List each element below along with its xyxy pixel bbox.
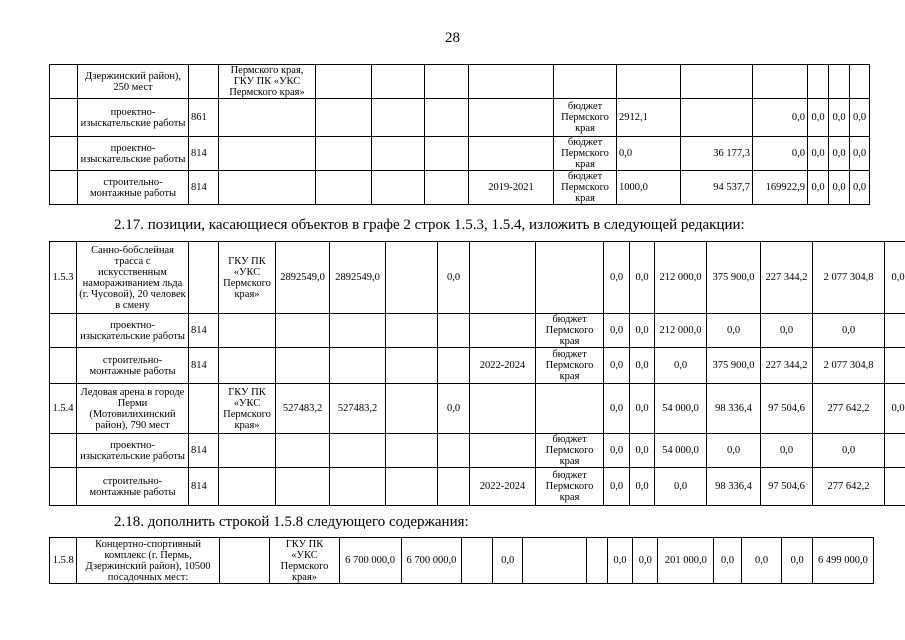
table-cell: 0,0 xyxy=(617,137,681,171)
table-cell: 0,0 xyxy=(753,99,808,137)
table-cell xyxy=(425,137,469,171)
table-cell xyxy=(219,314,276,348)
table-cell: 0,0 xyxy=(604,348,630,384)
table-cell xyxy=(50,137,78,171)
table-cell xyxy=(681,65,753,99)
table-row xyxy=(50,468,905,506)
table-cell xyxy=(438,314,470,348)
table-cell: бюджет Пермского края xyxy=(536,314,604,348)
table-cell: бюджет Пермского края xyxy=(536,468,604,506)
table-cell: 0,0 xyxy=(808,99,829,137)
page-number: 28 xyxy=(445,30,460,46)
table-cell xyxy=(276,468,330,506)
table-row xyxy=(50,348,905,384)
table-cell: 0,0 xyxy=(630,314,655,348)
table-cell xyxy=(189,65,219,99)
table-cell: 0,0 xyxy=(850,171,870,205)
table-cell: ГКУ ПК «УКС Пермского края» xyxy=(270,538,339,584)
table-cell: 0,0 xyxy=(885,242,905,314)
table-cell xyxy=(523,538,587,584)
table-cell xyxy=(425,171,469,205)
table-cell xyxy=(554,65,617,99)
table-cell: 6 700 000,0 xyxy=(339,538,401,584)
table-cell xyxy=(219,434,276,468)
table-cell: 36 177,3 xyxy=(681,137,753,171)
table-cell xyxy=(372,99,425,137)
table-cell xyxy=(219,468,276,506)
table-cell: 277 642,2 xyxy=(813,468,885,506)
table-cell xyxy=(469,99,554,137)
table-cell: 0,0 xyxy=(655,348,707,384)
table-cell: 0,0 xyxy=(829,137,850,171)
table-cell: 0,0 xyxy=(604,468,630,506)
table-cell xyxy=(536,242,604,314)
table-cell xyxy=(50,99,78,137)
table-cell xyxy=(469,65,554,99)
table-cell xyxy=(316,99,372,137)
table-cell xyxy=(386,242,438,314)
table-cell: 227 344,2 xyxy=(761,242,813,314)
table-cell: 0,0 xyxy=(885,384,905,434)
table-cell xyxy=(587,538,607,584)
table-cell: 527483,2 xyxy=(276,384,330,434)
table-cell xyxy=(219,171,316,205)
paragraph-2-18: 2.18. дополнить строкой 1.5.8 следующего содержания: xyxy=(114,514,469,530)
table-cell: 861 xyxy=(189,99,219,137)
table-cell: 98 336,4 xyxy=(707,384,761,434)
table-cell xyxy=(50,468,77,506)
table-cell: 0,0 xyxy=(630,434,655,468)
table-cell: 375 900,0 xyxy=(707,242,761,314)
table-cell: 54 000,0 xyxy=(655,434,707,468)
table-cell: 0,0 xyxy=(808,171,829,205)
table-cell xyxy=(438,468,470,506)
table-cell: 0,0 xyxy=(438,242,470,314)
table-cell: ГКУ ПК «УКС Пермского края» xyxy=(219,242,276,314)
table-cell: проектно-изыскательские работы xyxy=(78,99,189,137)
table-cell: 814 xyxy=(189,137,219,171)
table-cell: 169922,9 xyxy=(753,171,808,205)
table-cell xyxy=(425,65,469,99)
table-cell: проектно-изыскательские работы xyxy=(77,434,189,468)
table-cell: 0,0 xyxy=(607,538,632,584)
table-cell: 0,0 xyxy=(438,384,470,434)
table-cell xyxy=(372,65,425,99)
table-cell: строительно-монтажные работы xyxy=(77,348,189,384)
table-row xyxy=(50,171,870,205)
table-cell: 0,0 xyxy=(492,538,522,584)
table-cell xyxy=(316,171,372,205)
table-row xyxy=(50,538,874,584)
table-cell xyxy=(462,538,492,584)
table-cell: 94 537,7 xyxy=(681,171,753,205)
table-cell: 814 xyxy=(189,434,219,468)
table-continued xyxy=(49,64,870,205)
table-cell xyxy=(469,137,554,171)
table-cell xyxy=(386,348,438,384)
table-cell: 2892549,0 xyxy=(330,242,386,314)
table-cell: 1.5.3 xyxy=(50,242,77,314)
table-cell: 0,0 xyxy=(707,434,761,468)
table-cell: 0,0 xyxy=(630,384,655,434)
table-cell: строительно-монтажные работы xyxy=(78,171,189,205)
table-cell xyxy=(885,468,905,506)
table-cell: 6 700 000,0 xyxy=(401,538,462,584)
table-cell xyxy=(330,434,386,468)
table-cell: 98 336,4 xyxy=(707,468,761,506)
table-cell xyxy=(470,314,536,348)
table-cell: 0,0 xyxy=(633,538,658,584)
table-cell: 0,0 xyxy=(655,468,707,506)
table-cell: 2019-2021 xyxy=(469,171,554,205)
table-cell: 2892549,0 xyxy=(276,242,330,314)
table-cell: 1.5.8 xyxy=(50,538,77,584)
table-cell: 0,0 xyxy=(850,99,870,137)
table-cell: 2 077 304,8 xyxy=(813,348,885,384)
table-cell: 212 000,0 xyxy=(655,242,707,314)
table-cell: 2 077 304,8 xyxy=(813,242,885,314)
table-cell xyxy=(470,242,536,314)
table-cell xyxy=(753,65,808,99)
table-cell xyxy=(885,314,905,348)
table-cell xyxy=(276,348,330,384)
table-cell: 0,0 xyxy=(829,171,850,205)
table-cell xyxy=(276,434,330,468)
table-cell xyxy=(330,314,386,348)
table-cell xyxy=(829,65,850,99)
table-row xyxy=(50,65,870,99)
table-cell xyxy=(189,242,219,314)
table-cell: проектно-изыскательские работы xyxy=(78,137,189,171)
table-cell: 527483,2 xyxy=(330,384,386,434)
table-row xyxy=(50,242,905,314)
table-cell: 0,0 xyxy=(850,137,870,171)
paragraph-2-17: 2.17. позиции, касающиеся объектов в графе 2 строк 1.5.3, 1.5.4, изложить в следующей редакции: xyxy=(114,217,745,233)
table-cell: Дзержинский район), 250 мест xyxy=(78,65,189,99)
table-cell xyxy=(386,384,438,434)
table-cell: 814 xyxy=(189,348,219,384)
table-cell: 0,0 xyxy=(808,137,829,171)
table-cell: 2912,1 xyxy=(617,99,681,137)
table-cell: 0,0 xyxy=(782,538,812,584)
table-cell xyxy=(219,348,276,384)
table-cell: 0,0 xyxy=(741,538,782,584)
table-cell: Концертно-спортивный комплекс (г. Пермь, Дзержинский район), 10500 посадочных мест: xyxy=(77,538,219,584)
table-cell: 2022-2024 xyxy=(470,348,536,384)
table-cell: 814 xyxy=(189,171,219,205)
table-cell xyxy=(330,348,386,384)
table-cell: Пермского края, ГКУ ПК «УКС Пермского края» xyxy=(219,65,316,99)
table-cell: 0,0 xyxy=(829,99,850,137)
table-cell: 0,0 xyxy=(630,348,655,384)
table-cell xyxy=(219,137,316,171)
table-cell xyxy=(50,314,77,348)
table-cell xyxy=(219,99,316,137)
table-row xyxy=(50,314,905,348)
table-row xyxy=(50,99,870,137)
table-cell: 0,0 xyxy=(630,468,655,506)
table-cell: 0,0 xyxy=(707,314,761,348)
table-cell: 0,0 xyxy=(761,314,813,348)
table-cell xyxy=(438,434,470,468)
table-cell xyxy=(316,65,372,99)
table-cell xyxy=(50,434,77,468)
table-cell: Санно-бобслейная трасса с искусственным намораживанием льда (г. Чусовой), 20 человек в смену xyxy=(77,242,189,314)
table-cell: 0,0 xyxy=(753,137,808,171)
table-cell xyxy=(219,538,270,584)
table-cell xyxy=(50,171,78,205)
table-cell xyxy=(470,434,536,468)
table-cell: 0,0 xyxy=(604,242,630,314)
table-cell xyxy=(850,65,870,99)
table-cell xyxy=(50,65,78,99)
table-row xyxy=(50,137,870,171)
table-new-row xyxy=(49,537,874,584)
table-cell: 6 499 000,0 xyxy=(812,538,873,584)
table-cell xyxy=(808,65,829,99)
table-cell: 814 xyxy=(189,468,219,506)
table-cell: 97 504,6 xyxy=(761,468,813,506)
table-cell xyxy=(885,434,905,468)
table-cell xyxy=(386,314,438,348)
table-cell: бюджет Пермского края xyxy=(536,348,604,384)
table-cell: 814 xyxy=(189,314,219,348)
table-cell xyxy=(330,468,386,506)
table-cell xyxy=(50,348,77,384)
table-cell: проектно-изыскательские работы xyxy=(77,314,189,348)
table-cell xyxy=(425,99,469,137)
table-cell xyxy=(470,384,536,434)
table-cell xyxy=(885,348,905,384)
table-cell: 0,0 xyxy=(761,434,813,468)
table-revised-positions xyxy=(49,241,905,506)
table-cell: бюджет Пермского края xyxy=(554,137,617,171)
table-cell: бюджет Пермского края xyxy=(554,99,617,137)
table-cell: 227 344,2 xyxy=(761,348,813,384)
table-cell xyxy=(316,137,372,171)
table-cell: 0,0 xyxy=(604,384,630,434)
table-cell: 0,0 xyxy=(813,314,885,348)
table-row xyxy=(50,434,905,468)
table-cell xyxy=(276,314,330,348)
table-cell xyxy=(386,468,438,506)
table-cell: 0,0 xyxy=(630,242,655,314)
table-cell: 212 000,0 xyxy=(655,314,707,348)
table-cell: бюджет Пермского края xyxy=(554,171,617,205)
table-cell: Ледовая арена в городе Перми (Мотовилихинский район), 790 мест xyxy=(77,384,189,434)
table-cell: 1.5.4 xyxy=(50,384,77,434)
table-cell: 0,0 xyxy=(604,434,630,468)
table-cell: 375 900,0 xyxy=(707,348,761,384)
table-cell: 0,0 xyxy=(604,314,630,348)
table-cell xyxy=(189,384,219,434)
table-cell: 277 642,2 xyxy=(813,384,885,434)
table-cell xyxy=(681,99,753,137)
table-row xyxy=(50,384,905,434)
table-cell: 1000,0 xyxy=(617,171,681,205)
table-cell: 0,0 xyxy=(813,434,885,468)
table-cell: ГКУ ПК «УКС Пермского края» xyxy=(219,384,276,434)
table-cell: бюджет Пермского края xyxy=(536,434,604,468)
table-cell xyxy=(386,434,438,468)
table-cell: 54 000,0 xyxy=(655,384,707,434)
table-cell xyxy=(372,171,425,205)
table-cell: 201 000,0 xyxy=(658,538,714,584)
table-cell xyxy=(438,348,470,384)
table-cell: 2022-2024 xyxy=(470,468,536,506)
table-cell xyxy=(372,137,425,171)
table-cell xyxy=(536,384,604,434)
table-cell xyxy=(617,65,681,99)
table-cell: 97 504,6 xyxy=(761,384,813,434)
table-cell: строительно-монтажные работы xyxy=(77,468,189,506)
table-cell: 0,0 xyxy=(714,538,741,584)
